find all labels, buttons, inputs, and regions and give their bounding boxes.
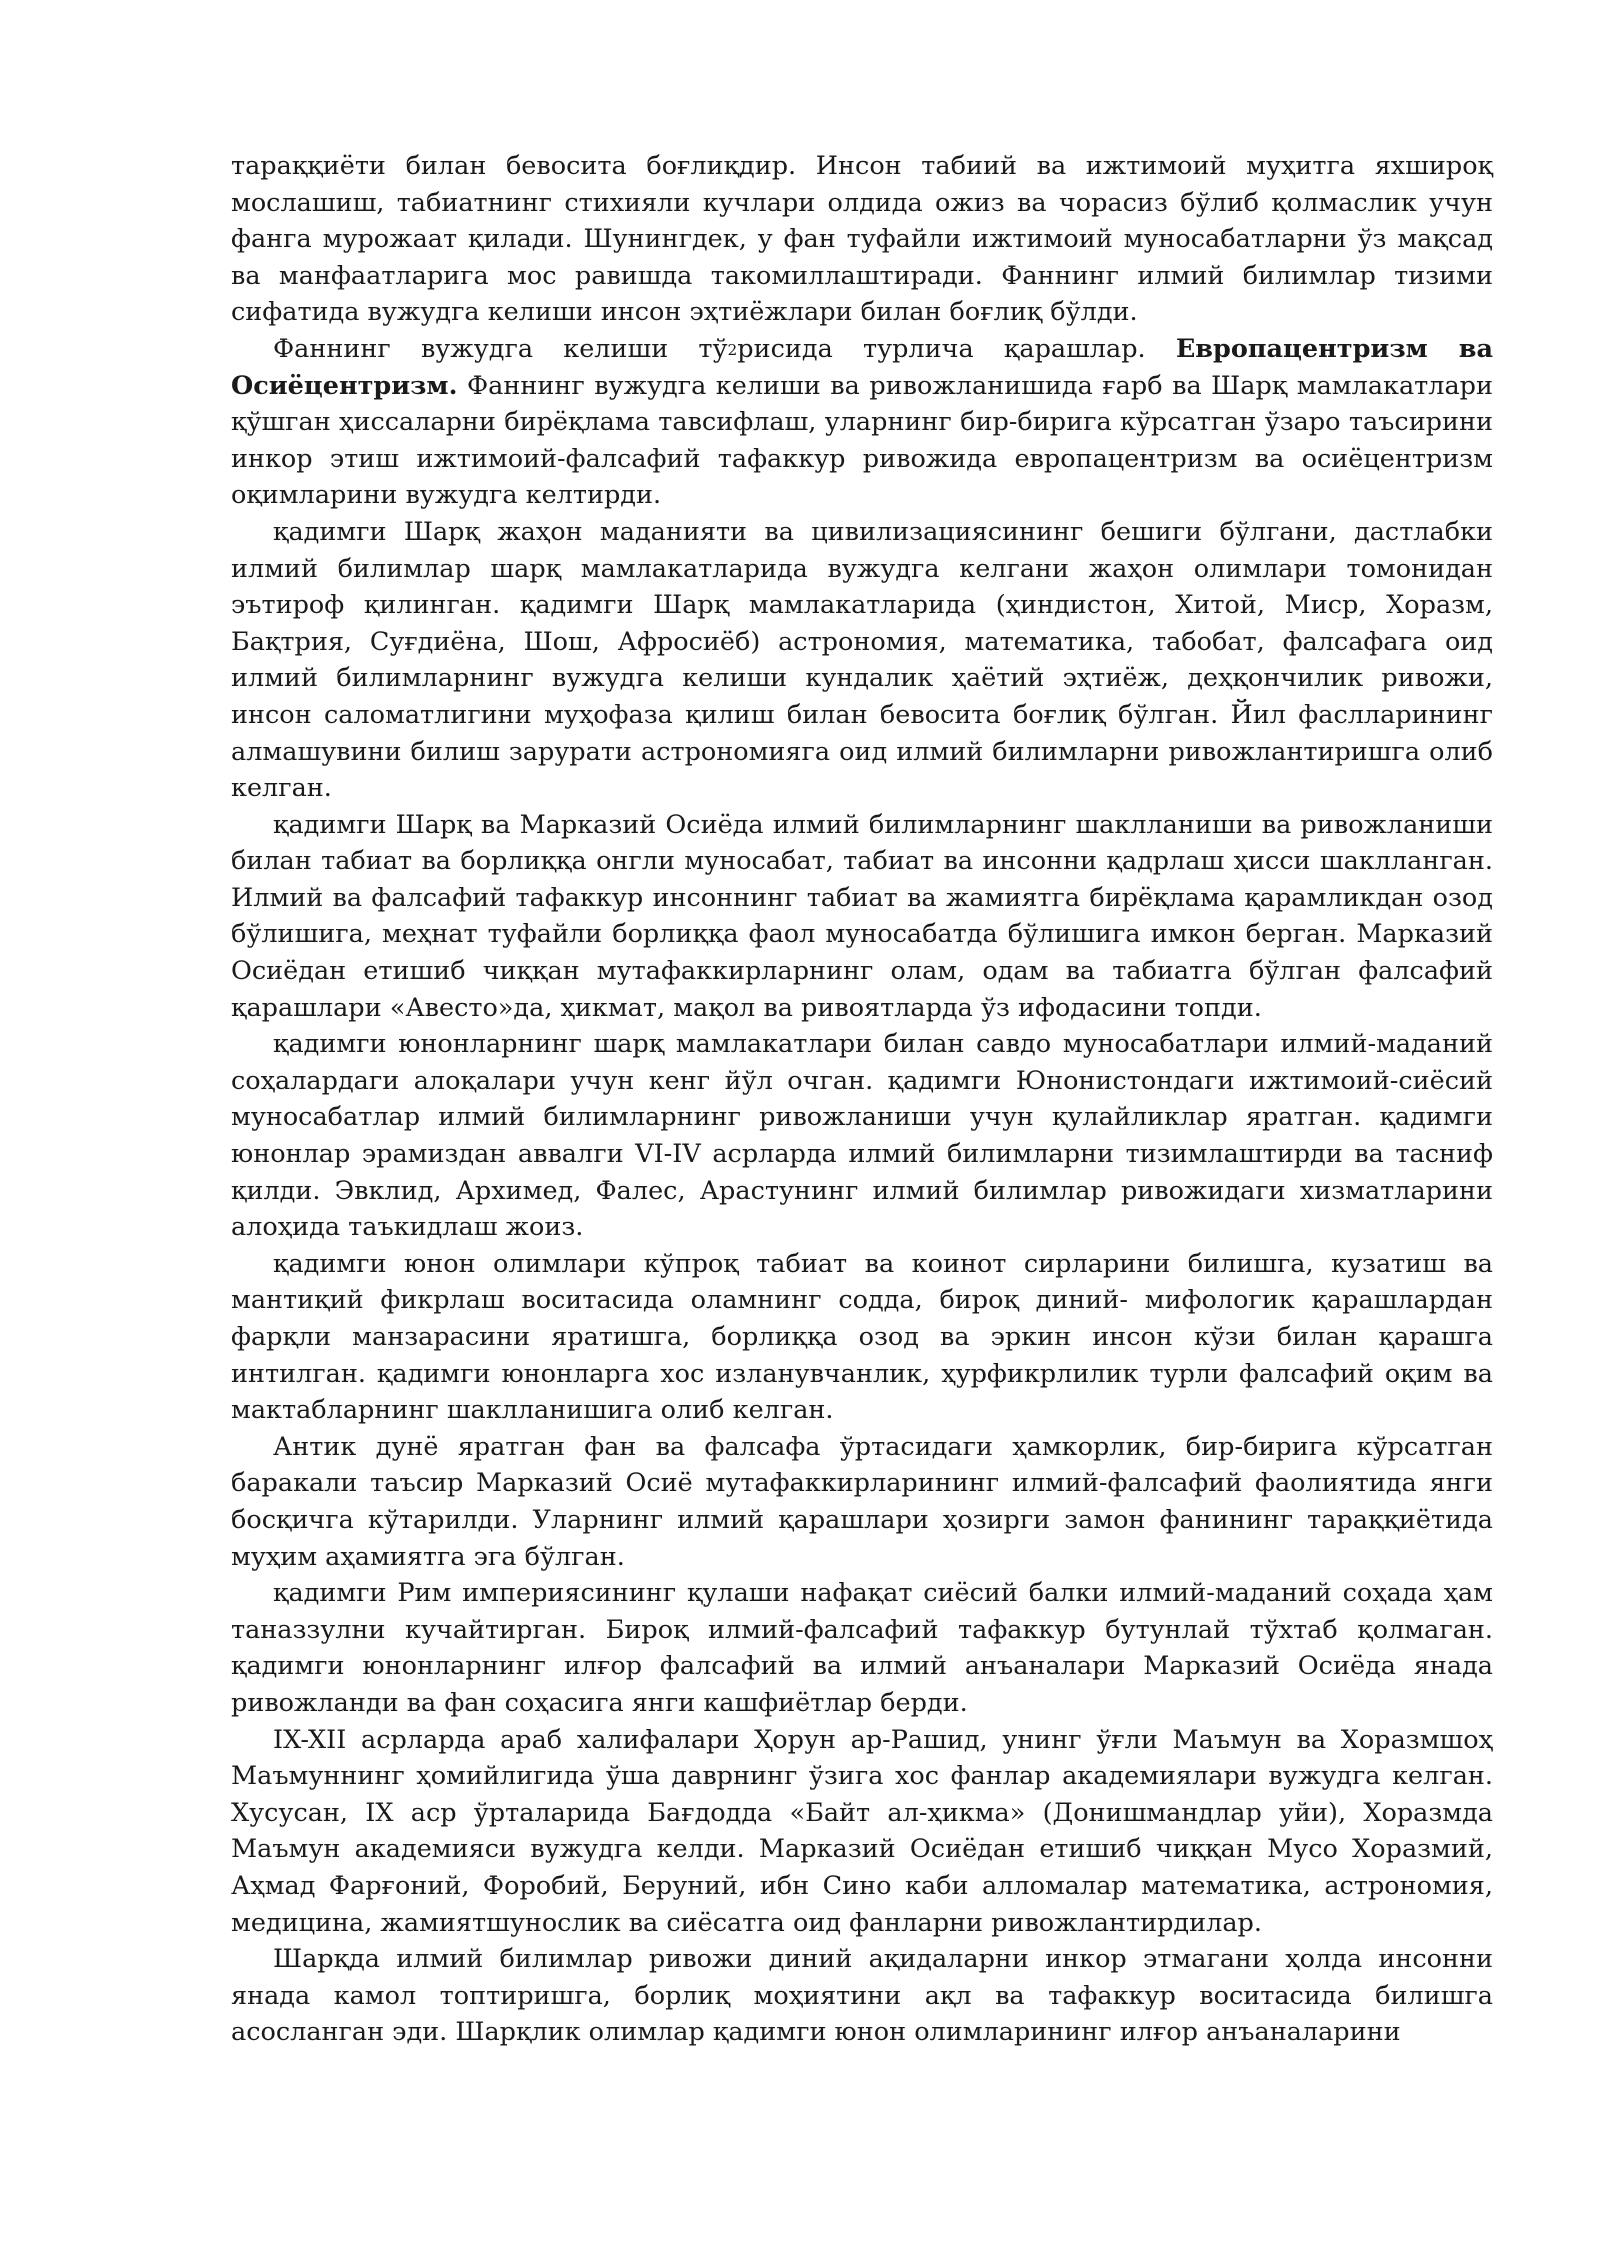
paragraph-3: қадимги Шарқ жаҳон маданияти ва цивилизациясининг бешиги бўлгани, дастлабки илмий билимлар шарқ мамлакатларида вужудга келгани жаҳон олимлари томонидан эътироф қилинган. қадимги Шарқ мамлакатларида (ҳиндистон, Хитой, Миср, Хоразм, Бақтрия, Суғдиёна, Шош, Афросиёб) астрономия, математика, табобат, фалсафага оид илмий билимларнинг вужудга келиши кундалик ҳаётий эҳтиёж, деҳқончилик ривожи, инсон саломатлигини муҳофаза қилиш билан бевосита боғлиқ бўлган. Йил фаслларининг алмашувини билиш зарурати астрономияга оид илмий билимларни ривожлантиришга олиб келган. — [231, 516, 1493, 804]
paragraph-4: қадимги Шарқ ва Марказий Осиёда илмий билимларнинг шаклланиши ва ривожланиши билан табиат ва борлиққа онгли муносабат, табиат ва инсонни қадрлаш ҳисси шаклланган. Илмий ва фалсафий тафаккур инсоннинг табиат ва жамиятга бирёқлама қарамликдан озод бўлишига, меҳнат туфайли борлиққа фаол муносабатда бўлишига имкон берган. Марказий Осиёдан етишиб чиққан мутафаккирларнинг олам, одам ва табиатга бўлган фалсафий қарашлари «Авесто»да, ҳикмат, мақол ва ривоятларда ўз ифодасини топди. — [231, 809, 1493, 1023]
paragraph-5: қадимги юнонларнинг шарқ мамлакатлари билан савдо муносабатлари илмий-маданий соҳалардаги алоқалари учун кенг йўл очган. қадимги Юнонистондаги ижтимоий-сиёсий муносабатлар илмий билимларнинг ривожланиши учун қулайликлар яратган. қадимги юнонлар эрамиздан аввалги VI-IV асрларда илмий билимларни тизимлаштирди ва тасниф қилди. Эвклид, Архимед, Фалес, Арастунинг илмий билимлар ривожидаги хизматларини алоҳида таъкидлаш жоиз. — [231, 1029, 1493, 1243]
paragraph-1: тараққиёти билан бевосита боғлиқдир. Инсон табиий ва ижтимоий муҳитга яхшироқ мослашиш, табиатнинг стихияли кучлари олдида ожиз ва чорасиз бўлиб қолмаслик учун фанга мурожаат қилади. Шунингдек, у фан туфайли ижтимоий муносабатларни ўз мақсад ва манфаатларига мос равишда такомиллаштиради. Фаннинг илмий билимлар тизими сифатида вужудга келиши инсон эҳтиёжлари билан боғлиқ бўлди. — [231, 151, 1493, 328]
paragraph-2-text-b: рисида турлича қарашлар. — [737, 333, 1176, 364]
paragraph-8: қадимги Рим империясининг қулаши нафақат сиёсий балки илмий-маданий соҳада ҳам таназзулни кучайтирган. Бироқ илмий-фалсафий тафаккур бутунлай тўхтаб қолмаган. қадимги юнонларнинг илғор фалсафий ва илмий анъаналари Марказий Осиёда янада ривожланди ва фан соҳасига янги кашфиётлар берди. — [231, 1578, 1493, 1718]
paragraph-7: Антик дунё яратган фан ва фалсафа ўртасидаги ҳамкорлик, бир-бирига кўрсатган баракали таъсир Марказий Осиё мутафаккирларининг илмий-фалсафий фаолиятида янги босқичга кўтарилди. Уларнинг илмий қарашлари ҳозирги замон фанининг тараққиётида муҳим аҳамиятга эга бўлган. — [231, 1431, 1493, 1572]
paragraph-10: Шарқда илмий билимлар ривожи диний ақидаларни инкор этмагани ҳолда инсонни янада камол топтиришга, борлиқ моҳиятини ақл ва тафаккур воситасида билишга асосланган эди. Шарқлик олимлар қадимги юнон олимларининг илғор анъаналарини — [231, 1944, 1493, 2048]
paragraph-2 — [231, 331, 1493, 514]
document-page — [231, 148, 1493, 2051]
paragraph-2-superscript: 2 — [727, 340, 738, 359]
paragraph-6: қадимги юнон олимлари кўпроқ табиат ва коинот сирларини билишга, кузатиш ва мантиқий фикрлаш воситасида оламнинг содда, бироқ диний- мифологик қарашлардан фарқли манзарасини яратишга, борлиққа озод ва эркин инсон кўзи билан қарашга интилган. қадимги юнонларга хос изланувчанлик, ҳурфикрлилик турли фалсафий оқим ва мактабларнинг шаклланишига олиб келган. — [231, 1248, 1493, 1426]
section-heading-inline: Европацентризм ва Осиёцентризм. — [231, 333, 1493, 401]
paragraph-2-text-a: Фаннинг вужудга келиши тў — [273, 333, 728, 364]
paragraph-9: IX-XII асрларда араб халифалари Ҳорун ар-Рашид, унинг ўғли Маъмун ва Хоразмшоҳ Маъмуннинг ҳомийлигида ўша даврнинг ўзига хос фанлар академиялари вужудга келган. Хусусан, IX аср ўрталарида Бағдодда «Байт ал-ҳикма» (Донишмандлар уйи), Хоразмда Маъмун академияси вужудга келди. Марказий Осиёдан етишиб чиққан Мусо Хоразмий, Аҳмад Фарғоний, Форобий, Беруний, ибн Сино каби алломалар математика, астрономия, медицина, жамиятшунослик ва сиёсатга оид фанларни ривожлантирдилар. — [231, 1724, 1493, 1938]
paragraph-2-text-c: Фаннинг вужудга келиши ва ривожланишида ғарб ва Шарқ мамлакатлари қўшган ҳиссаларни бирёқлама тавсифлаш, уларнинг бир-бирига кўрсатган ўзаро таъсирини инкор этиш ижтимоий-фалсафий тафаккур ривожида европацентризм ва осиёцентризм оқимларини вужудга келтирди. — [231, 370, 1493, 511]
